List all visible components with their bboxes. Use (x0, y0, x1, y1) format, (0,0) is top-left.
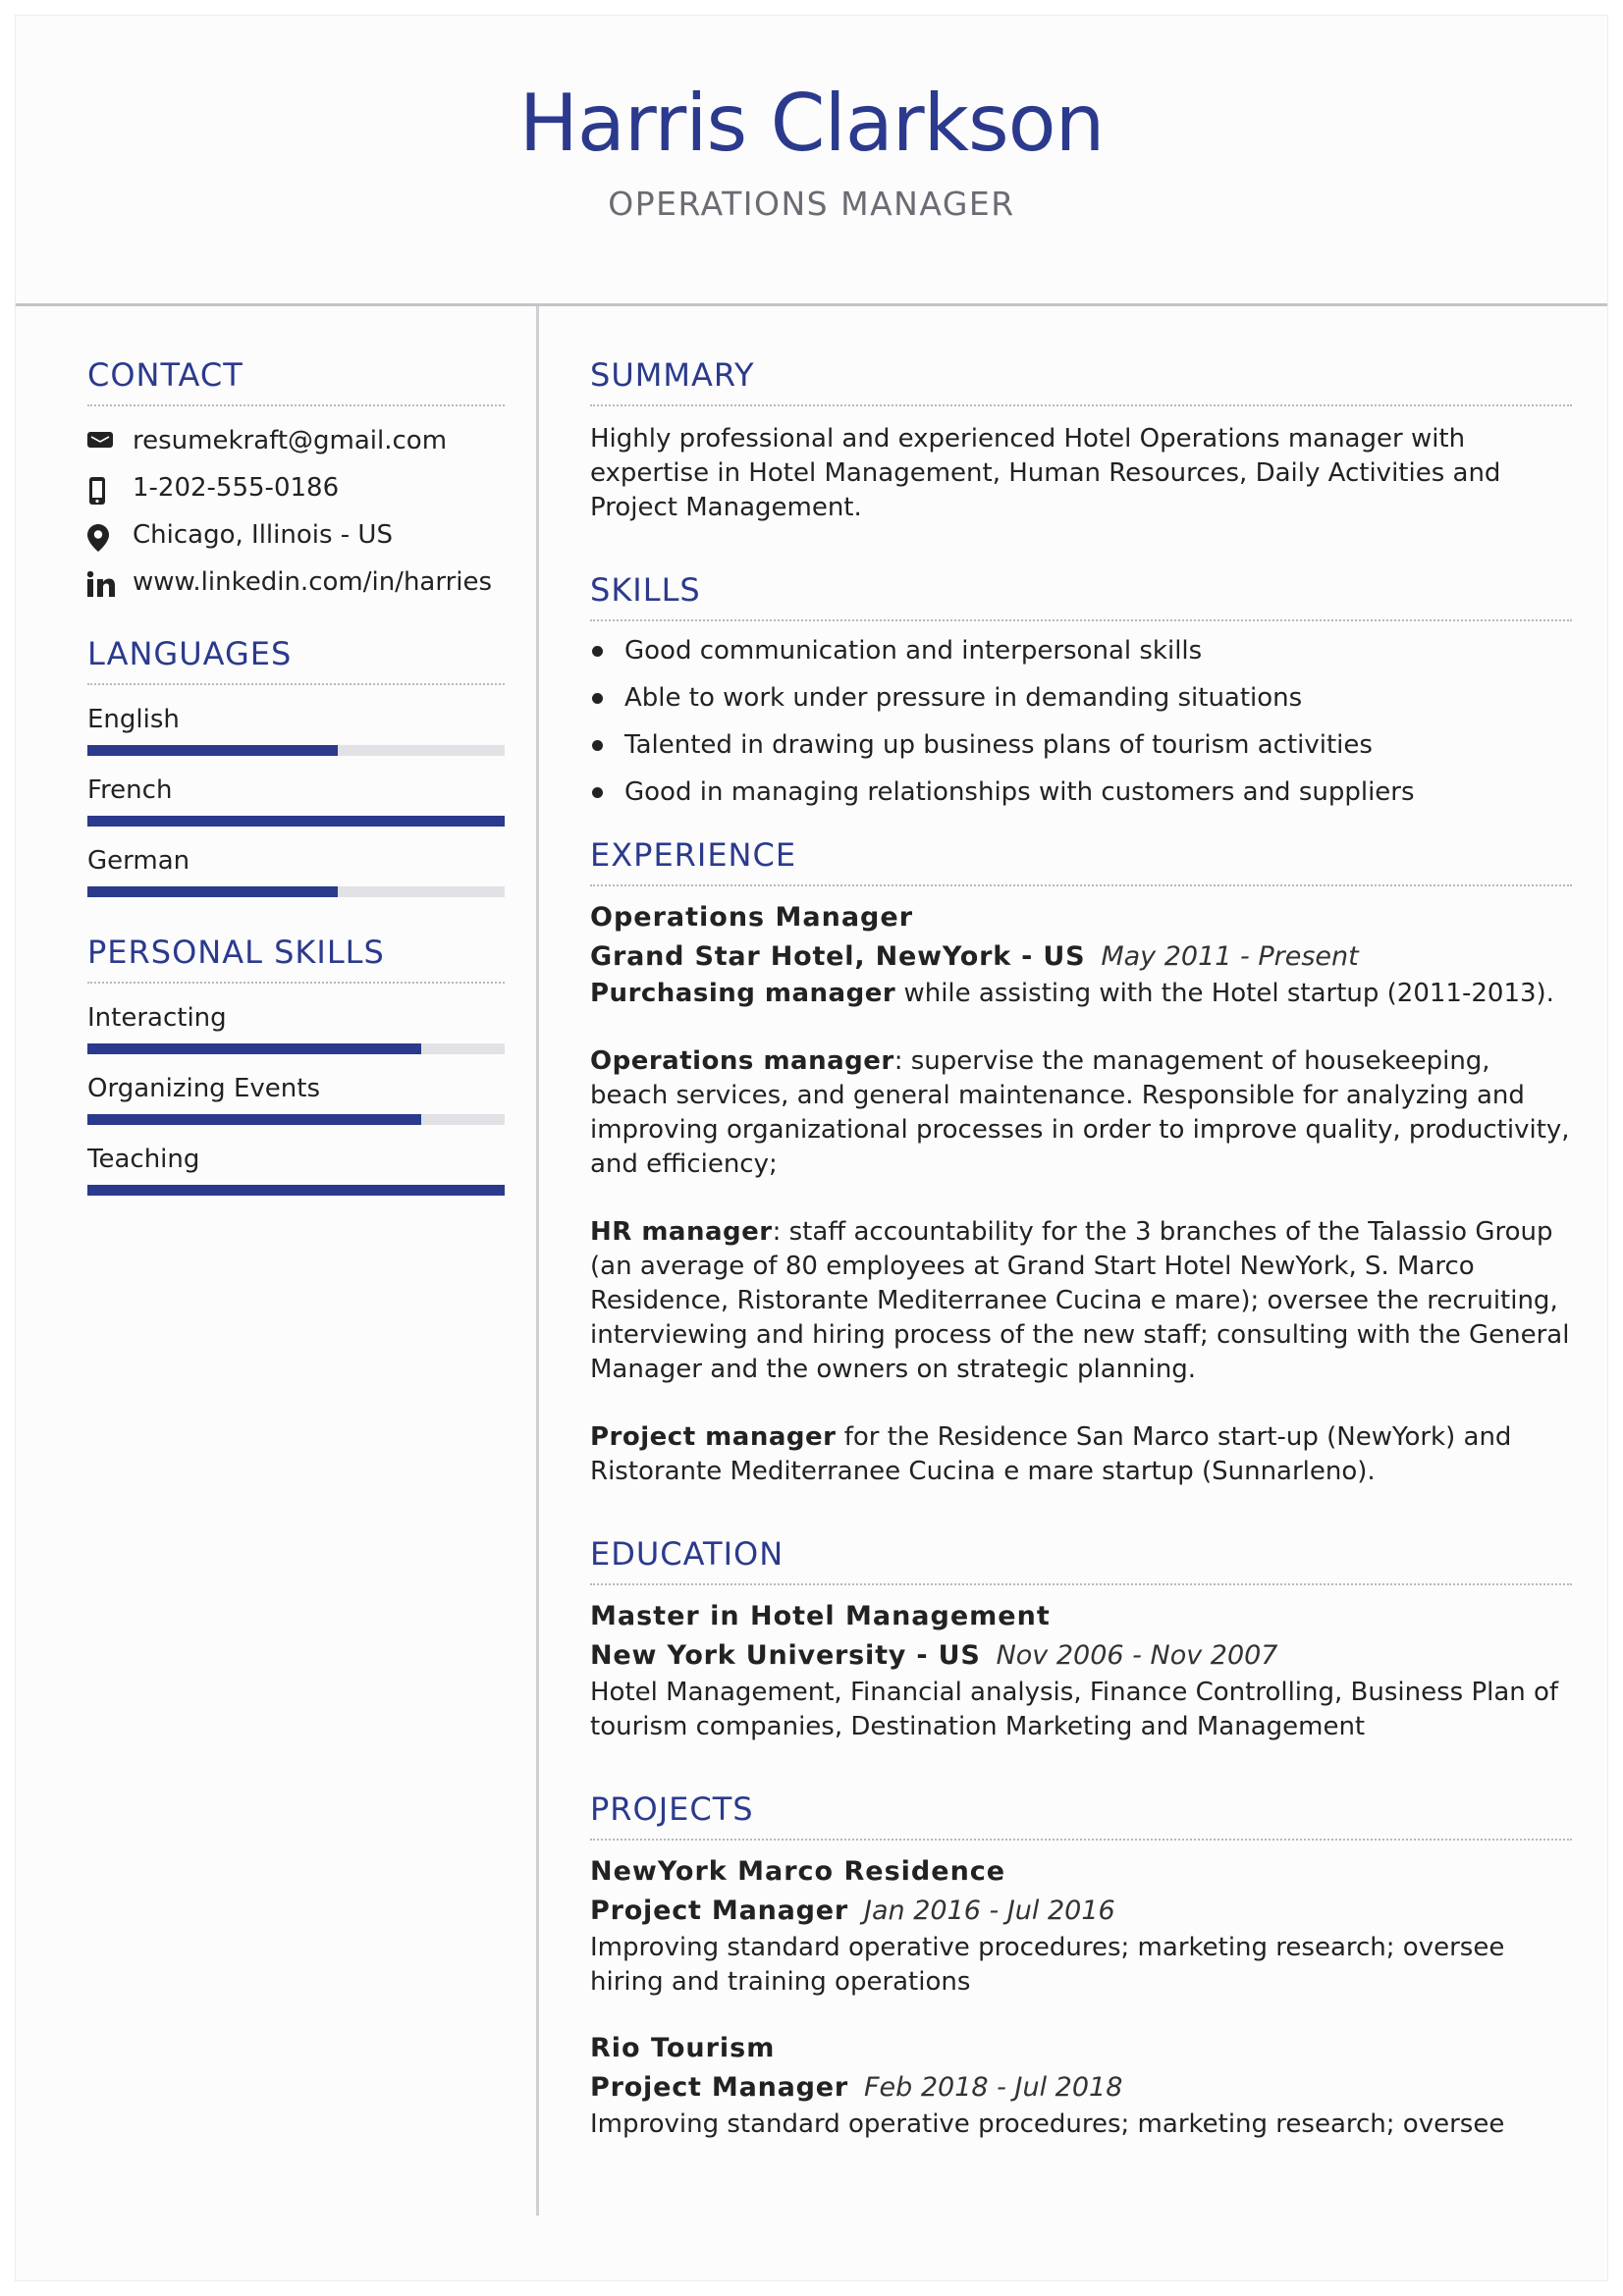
skill-item (590, 682, 1572, 714)
project-role-line (590, 1892, 1572, 1931)
bullet-icon (592, 693, 603, 704)
skills-list (590, 635, 1572, 808)
personal-skill-level-track (87, 1043, 505, 1054)
contact-section (87, 356, 505, 599)
candidate-role: OPERATIONS MANAGER (608, 185, 1015, 223)
job-paragraph (590, 1215, 1572, 1387)
skill-item (590, 729, 1572, 761)
personal-skill-label: Organizing Events (87, 1074, 320, 1103)
language-level-fill (87, 816, 505, 827)
languages-list (87, 703, 505, 897)
personal-skill-level-track (87, 1185, 505, 1196)
job-paragraph-lead: Purchasing manager (590, 979, 896, 1008)
education-org: New York University - US (590, 1640, 981, 1671)
job-paragraph-text: : supervise the management of housekeeping, beach services, and general maintenance. Responsible for analyzing and improving organizational processes in order to improve quality, productivity, and efficiency; (590, 1046, 1570, 1179)
personal-skills-list (87, 1001, 505, 1196)
language-item (87, 774, 505, 827)
project-dates: Feb 2018 - Jul 2018 (864, 2072, 1123, 2103)
job-dates: May 2011 - Present (1101, 941, 1359, 972)
project-name: NewYork Marco Residence (590, 1856, 1006, 1887)
language-item (87, 844, 505, 897)
language-item (87, 703, 505, 756)
project-text: Improving standard operative procedures; marketing research; oversee hiring and training operations (590, 1933, 1505, 1997)
contact-email (87, 424, 505, 457)
job-paragraph-text: for the Residence San Marco start-up (NewYork) and Ristorante Mediterranee Cucina e mare startup (Sunnarleno). (590, 1422, 1512, 1486)
language-level-fill (87, 886, 338, 897)
contact-email-text[interactable]: resumekraft@gmail.com (133, 426, 448, 455)
personal-skill-level-fill (87, 1185, 505, 1196)
project-role-line (590, 2068, 1572, 2108)
contact-linkedin (87, 565, 505, 599)
language-label: French (87, 775, 173, 805)
location-pin-icon (87, 518, 133, 552)
contact-linkedin-text[interactable]: www.linkedin.com/in/harries (133, 567, 493, 597)
projects-section (590, 1790, 1572, 2142)
job-paragraph-text: : staff accountability for the 3 branches of the Talassio Group (an average of 80 employees at Grand Start Hotel NewYork, S. Marco Residence, Ristorante Mediterranee Cucina e mare); oversee the recruiting, interviewing and hiring process of the new staff; consulting with the General Manager and the owners on strategic planning. (590, 1217, 1570, 1384)
right-column (590, 356, 1572, 2142)
skill-text: Good in managing relationships with customers and suppliers (624, 777, 1415, 807)
summary-text: Highly professional and experienced Hotel Operations manager with expertise in Hotel Management, Human Resources, Daily Activities and Project Management. (590, 424, 1501, 522)
section-title-personal-skills: PERSONAL SKILLS (87, 936, 505, 984)
left-column (87, 356, 505, 1213)
column-divider (536, 306, 539, 2216)
job-paragraph-lead: Project manager (590, 1422, 837, 1452)
bullet-icon (592, 740, 603, 751)
language-label: German (87, 846, 190, 876)
section-title-education: EDUCATION (590, 1538, 1572, 1585)
project-name: Rio Tourism (590, 2033, 776, 2063)
bullet-icon (592, 787, 603, 798)
personal-skill-item (87, 1072, 505, 1125)
summary-section (590, 356, 1572, 525)
personal-skill-label: Interacting (87, 1003, 227, 1033)
project-dates: Jan 2016 - Jul 2016 (864, 1896, 1115, 1926)
section-title-skills: SKILLS (590, 574, 1572, 621)
project-role: Project Manager (590, 1896, 849, 1926)
personal-skill-level-fill (87, 1114, 421, 1125)
language-label: English (87, 705, 180, 734)
skill-text: Talented in drawing up business plans of tourism activities (624, 730, 1373, 760)
project-role: Project Manager (590, 2072, 849, 2103)
skills-section (590, 571, 1572, 808)
skill-text: Good communication and interpersonal skills (624, 636, 1203, 666)
section-title-summary: SUMMARY (590, 359, 1572, 406)
skill-item (590, 776, 1572, 808)
personal-skill-level-track (87, 1114, 505, 1125)
project-entry (590, 1852, 1572, 2000)
section-title-languages: LANGUAGES (87, 638, 505, 685)
contact-phone (87, 471, 505, 505)
education-section (590, 1535, 1572, 1744)
contact-location-text: Chicago, Illinois - US (133, 520, 393, 550)
experience-section (590, 836, 1572, 1489)
job-paragraph (590, 1420, 1572, 1489)
job-paragraph (590, 1044, 1572, 1182)
section-title-experience: EXPERIENCE (590, 839, 1572, 886)
education-dates: Nov 2006 - Nov 2007 (996, 1640, 1278, 1671)
degree-title: Master in Hotel Management (590, 1601, 1051, 1631)
section-title-contact: CONTACT (87, 359, 505, 406)
personal-skill-item (87, 1001, 505, 1054)
bullet-icon (592, 646, 603, 657)
language-level-fill (87, 745, 338, 756)
header-divider (16, 303, 1607, 306)
personal-skills-section (87, 936, 505, 1196)
languages-section (87, 635, 505, 897)
phone-icon (87, 471, 133, 505)
linkedin-icon (87, 565, 133, 597)
job-org-line (590, 937, 1572, 977)
job-paragraph (590, 977, 1572, 1011)
contact-location (87, 518, 505, 552)
language-level-track (87, 816, 505, 827)
job-title: Operations Manager (590, 902, 914, 933)
personal-skill-level-fill (87, 1043, 421, 1054)
section-title-projects: PROJECTS (590, 1793, 1572, 1841)
language-level-track (87, 886, 505, 897)
project-entry (590, 2029, 1572, 2142)
education-org-line (590, 1636, 1572, 1676)
skill-text: Able to work under pressure in demanding situations (624, 683, 1303, 713)
language-level-track (87, 745, 505, 756)
personal-skill-item (87, 1143, 505, 1196)
resume-header (16, 78, 1607, 223)
job-paragraph-lead: Operations manager (590, 1046, 894, 1076)
skill-item (590, 635, 1572, 667)
job-paragraph-lead: HR manager (590, 1217, 773, 1247)
resume-page (15, 15, 1608, 2281)
project-text: Improving standard operative procedures; marketing research; oversee (590, 2109, 1505, 2139)
experience-entry (590, 898, 1572, 1489)
candidate-name: Harris Clarkson (518, 78, 1105, 169)
education-text: Hotel Management, Financial analysis, Finance Controlling, Business Plan of tourism companies, Destination Marketing and Management (590, 1678, 1559, 1741)
education-entry (590, 1597, 1572, 1744)
email-icon (87, 424, 133, 450)
job-org: Grand Star Hotel, NewYork - US (590, 941, 1086, 972)
personal-skill-label: Teaching (87, 1145, 200, 1174)
contact-phone-text[interactable]: 1-202-555-0186 (133, 473, 340, 503)
job-paragraph-text: while assisting with the Hotel startup (2011-2013). (895, 979, 1554, 1008)
